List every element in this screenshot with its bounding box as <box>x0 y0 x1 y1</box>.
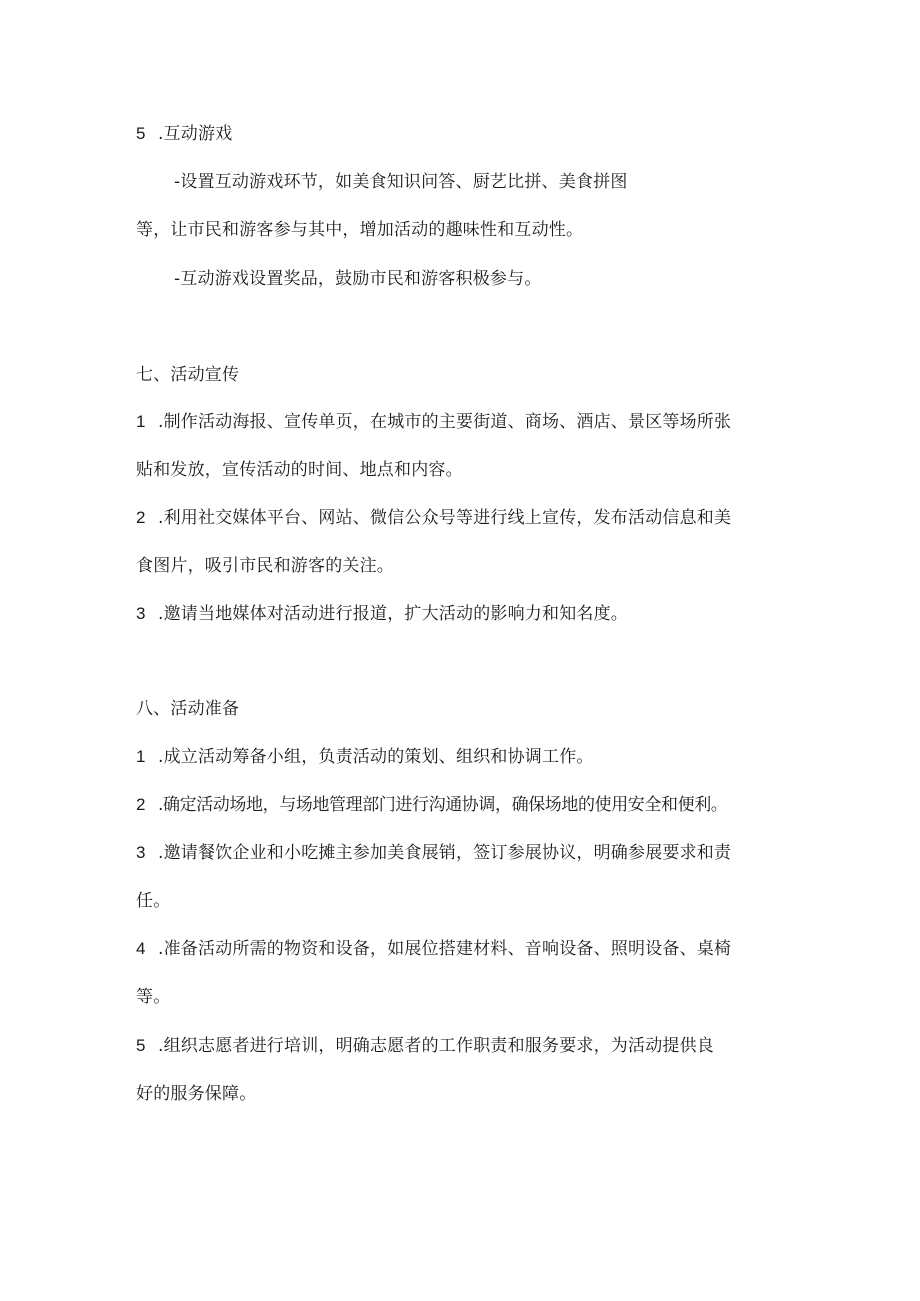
item-number: 5 <box>136 1036 146 1055</box>
section-heading: 七、活动宣传 <box>136 365 240 385</box>
item-text: .确定活动场地，与场地管理部门进行沟通协调，确保场地的使用安全和便利。 <box>158 795 728 815</box>
item-number: 2 <box>136 795 146 814</box>
section-heading: 八、活动准备 <box>136 699 240 719</box>
bullet-line-continued: 等，让市民和游客参与其中，增加活动的趣味性和互动性。 <box>136 220 584 240</box>
item-text: .利用社交媒体平台、网站、微信公众号等进行线上宣传，发布活动信息和美 <box>158 508 732 528</box>
item-number: 5 <box>136 124 146 143</box>
item-number: 3 <box>136 843 146 862</box>
item-number: 4 <box>136 939 146 958</box>
item-text-continued: 贴和发放，宣传活动的时间、地点和内容。 <box>136 460 463 480</box>
item-text: .制作活动海报、宣传单页，在城市的主要街道、商场、酒店、景区等场所张 <box>158 412 732 432</box>
list-item <box>136 410 731 434</box>
item-text-continued: 好的服务保障。 <box>136 1084 257 1104</box>
list-item <box>136 841 731 865</box>
item-title: .互动游戏 <box>158 124 233 144</box>
bullet-line: -设置互动游戏环节，如美食知识问答、厨艺比拼、美食拼图 <box>174 172 628 192</box>
item-text-continued: 等。 <box>136 987 171 1007</box>
item-text: .邀请餐饮企业和小吃摊主参加美食展销，签订参展协议，明确参展要求和责 <box>158 843 732 863</box>
list-item <box>136 1034 714 1058</box>
item-text: .组织志愿者进行培训，明确志愿者的工作职责和服务要求，为活动提供良 <box>158 1036 715 1056</box>
item-text-continued: 任。 <box>136 891 171 911</box>
item-number: 2 <box>136 508 146 527</box>
item-text: .准备活动所需的物资和设备，如展位搭建材料、音响设备、照明设备、桌椅 <box>158 939 732 959</box>
item-text: .成立活动筹备小组，负责活动的策划、组织和协调工作。 <box>158 747 594 767</box>
list-item <box>136 745 594 769</box>
list-item <box>136 793 727 817</box>
item-text-continued: 食图片，吸引市民和游客的关注。 <box>136 556 394 576</box>
item-heading <box>136 122 232 146</box>
item-number: 3 <box>136 604 146 623</box>
bullet-line: -互动游戏设置奖品，鼓励市民和游客积极参与。 <box>174 269 542 289</box>
list-item <box>136 506 731 530</box>
item-number: 1 <box>136 747 146 766</box>
list-item <box>136 937 731 961</box>
item-text: .邀请当地媒体对活动进行报道，扩大活动的影响力和知名度。 <box>158 604 629 624</box>
item-number: 1 <box>136 412 146 431</box>
list-item <box>136 602 628 626</box>
